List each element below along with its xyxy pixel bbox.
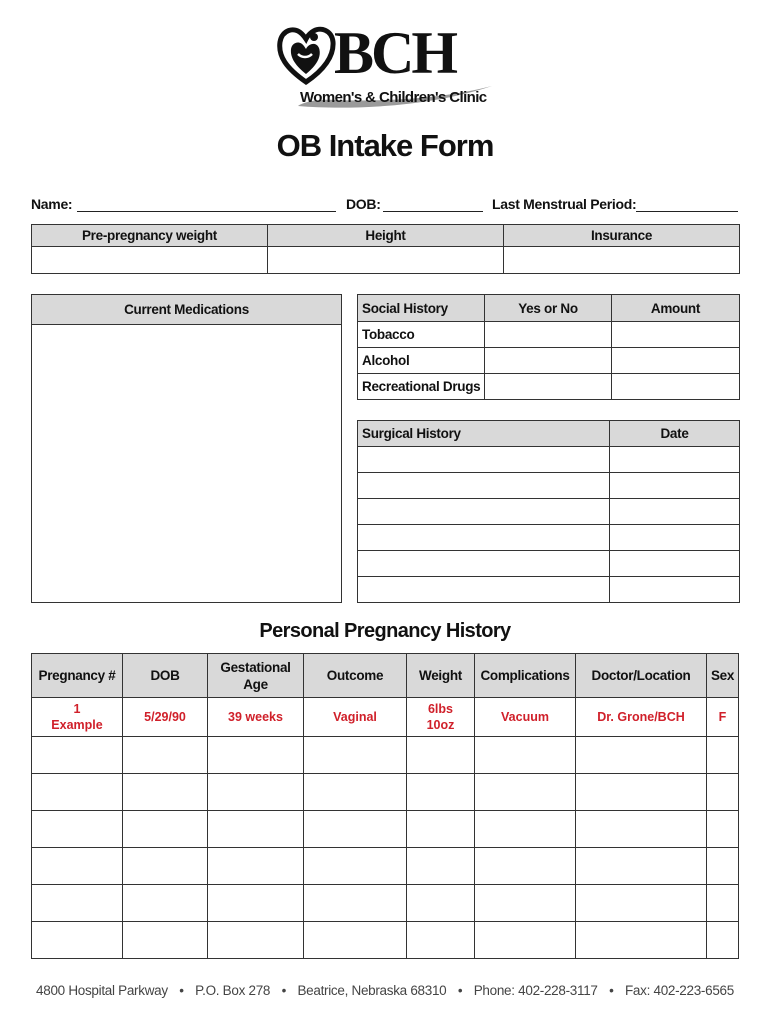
table-row [358, 348, 740, 374]
basic-info-table [31, 224, 740, 274]
pregnancy-cell[interactable] [707, 811, 739, 848]
pregnancy-cell[interactable] [304, 922, 407, 959]
footer-phone: Phone: 402-228-3117 [473, 983, 598, 998]
pregnancy-cell[interactable] [407, 774, 475, 811]
recreational-drugs-yes-no-cell[interactable] [485, 374, 612, 400]
doctor-location-header: Doctor/Location [576, 654, 707, 698]
pregnancy-cell[interactable] [707, 922, 739, 959]
pregnancy-history-table [31, 653, 739, 959]
pregnancy-cell[interactable] [475, 774, 576, 811]
pregnancy-cell[interactable] [304, 811, 407, 848]
table-row [358, 447, 740, 473]
pregnancy-history-title: Personal Pregnancy History [259, 620, 511, 642]
footer-fax: Fax: 402-223-6565 [624, 983, 734, 998]
recreational-drugs-amount-cell[interactable] [612, 374, 740, 400]
logo-brand-text: BCH [334, 20, 456, 86]
pregnancy-cell[interactable] [32, 774, 123, 811]
table-row [358, 525, 740, 551]
table-row [32, 848, 739, 885]
example-weight-lbs: 6lbs [427, 702, 453, 716]
prepregnancy-weight-header: Pre-pregnancy weight [32, 225, 268, 247]
table-row [358, 499, 740, 525]
example-dob: 5/29/90 [123, 698, 208, 737]
pregnancy-cell[interactable] [208, 922, 304, 959]
surgery-date-cell[interactable] [610, 499, 740, 525]
surgery-cell[interactable] [358, 499, 610, 525]
logo-subtitle: Women's & Children's Clinic [300, 89, 487, 106]
insurance-cell[interactable] [504, 247, 740, 274]
footer-po-box: P.O. Box 278 [195, 983, 271, 998]
pregnancy-number-header: Pregnancy # [32, 654, 123, 698]
pregnancy-cell[interactable] [576, 885, 707, 922]
pregnancy-cell[interactable] [32, 737, 123, 774]
pregnancy-cell[interactable] [475, 848, 576, 885]
surgery-cell[interactable] [358, 551, 610, 577]
pregnancy-cell[interactable] [32, 922, 123, 959]
table-row [32, 811, 739, 848]
pregnancy-cell[interactable] [475, 737, 576, 774]
example-outcome: Vaginal [304, 698, 407, 737]
current-medications-field[interactable] [32, 325, 341, 602]
example-note: Example [51, 718, 103, 732]
pregnancy-cell[interactable] [407, 811, 475, 848]
surgery-date-cell[interactable] [610, 551, 740, 577]
yes-no-header: Yes or No [485, 295, 612, 322]
outcome-header: Outcome [304, 654, 407, 698]
pregnancy-cell[interactable] [407, 848, 475, 885]
example-complications: Vacuum [475, 698, 576, 737]
pregnancy-cell[interactable] [475, 811, 576, 848]
pregnancy-cell[interactable] [407, 922, 475, 959]
pregnancy-cell[interactable] [407, 885, 475, 922]
pregnancy-cell[interactable] [707, 774, 739, 811]
pregnancy-cell[interactable] [576, 922, 707, 959]
footer-address: 4800 Hospital Parkway [36, 983, 168, 998]
surgical-date-header: Date [610, 421, 740, 447]
example-sex: F [707, 698, 739, 737]
social-history-table [357, 294, 740, 400]
pregnancy-cell[interactable] [707, 848, 739, 885]
pregnancy-cell[interactable] [123, 737, 208, 774]
footer-separator: • [281, 983, 287, 998]
example-weight-cell [407, 698, 475, 737]
pregnancy-cell[interactable] [304, 885, 407, 922]
footer-separator: • [179, 983, 184, 998]
pregnancy-cell[interactable] [123, 848, 208, 885]
surgery-cell[interactable] [358, 577, 610, 603]
pregnancy-cell[interactable] [123, 885, 208, 922]
tobacco-amount-cell[interactable] [612, 322, 740, 348]
table-row [358, 577, 740, 603]
example-doctor: Dr. Grone/BCH [576, 698, 707, 737]
footer-city: Beatrice, Nebraska 68310 [297, 983, 447, 998]
surgery-date-cell[interactable] [610, 473, 740, 499]
pregnancy-cell[interactable] [475, 885, 576, 922]
weight-header: Weight [407, 654, 475, 698]
pregnancy-dob-header: DOB [123, 654, 208, 698]
form-title: OB Intake Form [276, 128, 494, 163]
surgery-date-cell[interactable] [610, 525, 740, 551]
table-row [32, 774, 739, 811]
prepregnancy-weight-cell[interactable] [32, 247, 268, 274]
pregnancy-cell[interactable] [707, 885, 739, 922]
pregnancy-cell[interactable] [208, 774, 304, 811]
alcohol-label: Alcohol [358, 348, 485, 374]
example-weight-oz: 10oz [426, 718, 455, 732]
pregnancy-cell[interactable] [32, 885, 123, 922]
dob-field[interactable] [383, 211, 483, 212]
height-header: Height [268, 225, 504, 247]
pregnancy-cell[interactable] [707, 737, 739, 774]
complications-header: Complications [475, 654, 576, 698]
name-field[interactable] [77, 211, 336, 212]
pregnancy-cell[interactable] [576, 737, 707, 774]
table-row [358, 473, 740, 499]
pregnancy-cell[interactable] [123, 811, 208, 848]
pregnancy-cell[interactable] [123, 774, 208, 811]
tobacco-yes-no-cell[interactable] [485, 322, 612, 348]
tobacco-label: Tobacco [358, 322, 485, 348]
example-number: 1 [73, 702, 81, 716]
pregnancy-cell[interactable] [304, 774, 407, 811]
name-label: Name: [31, 196, 73, 212]
surgical-history-header: Surgical History [358, 421, 610, 447]
clinic-logo [276, 22, 496, 110]
example-number-cell [32, 698, 123, 737]
insurance-header: Insurance [504, 225, 740, 247]
example-row [32, 698, 739, 737]
pregnancy-cell[interactable] [32, 848, 123, 885]
lmp-label: Last Menstrual Period: [492, 196, 637, 212]
surgery-cell[interactable] [358, 525, 610, 551]
table-row [32, 922, 739, 959]
pregnancy-cell[interactable] [576, 811, 707, 848]
current-medications-box [31, 294, 342, 603]
pregnancy-cell[interactable] [304, 737, 407, 774]
recreational-drugs-label: Recreational Drugs [358, 374, 485, 400]
footer-separator: • [457, 983, 463, 998]
table-row [32, 737, 739, 774]
example-gestational-age: 39 weeks [208, 698, 304, 737]
gestational-age-header: Gestational Age [208, 654, 304, 698]
pregnancy-cell[interactable] [407, 737, 475, 774]
surgical-history-table [357, 420, 740, 603]
pregnancy-cell[interactable] [123, 922, 208, 959]
table-row [358, 322, 740, 348]
social-history-header: Social History [358, 295, 485, 322]
footer-contact [0, 983, 770, 998]
pregnancy-cell[interactable] [475, 922, 576, 959]
lmp-field[interactable] [636, 211, 738, 212]
current-medications-header: Current Medications [32, 295, 341, 325]
pregnancy-cell[interactable] [576, 848, 707, 885]
pregnancy-cell[interactable] [32, 811, 123, 848]
pregnancy-cell[interactable] [576, 774, 707, 811]
height-cell[interactable] [268, 247, 504, 274]
alcohol-amount-cell[interactable] [612, 348, 740, 374]
pregnancy-cell[interactable] [208, 811, 304, 848]
table-row [358, 551, 740, 577]
surgery-cell[interactable] [358, 447, 610, 473]
surgery-cell[interactable] [358, 473, 610, 499]
surgery-date-cell[interactable] [610, 577, 740, 603]
hearts-logo-icon [276, 24, 336, 86]
table-row [358, 374, 740, 400]
pregnancy-cell[interactable] [208, 848, 304, 885]
dob-label: DOB: [346, 196, 381, 212]
pregnancy-cell[interactable] [208, 885, 304, 922]
surgery-date-cell[interactable] [610, 447, 740, 473]
pregnancy-cell[interactable] [208, 737, 304, 774]
footer-separator: • [609, 983, 614, 998]
alcohol-yes-no-cell[interactable] [485, 348, 612, 374]
pregnancy-cell[interactable] [304, 848, 407, 885]
amount-header: Amount [612, 295, 740, 322]
table-row [32, 885, 739, 922]
sex-header: Sex [707, 654, 739, 698]
